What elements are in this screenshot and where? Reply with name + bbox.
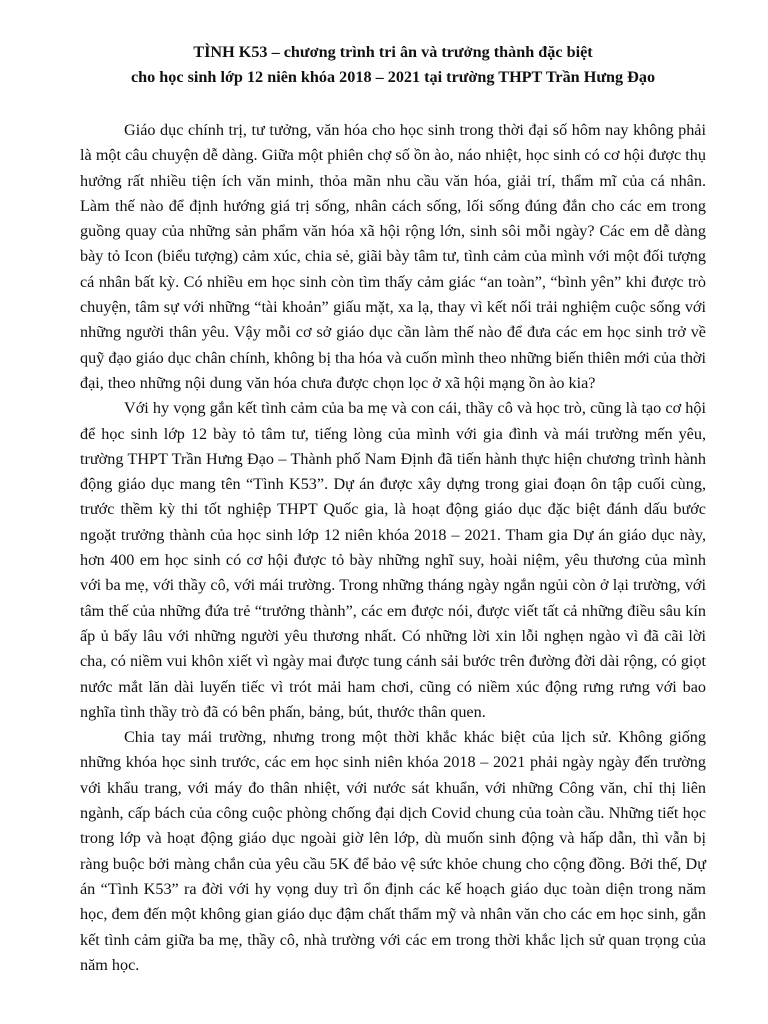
paragraph-3: Chia tay mái trường, nhưng trong một thời khắc khác biệt của lịch sử. Không giống những khóa học sinh trước, các em học sinh niên khóa 2018 – 2021 phải ngày ngày đến trường với khẩu trang, với máy đo thân nhiệt, với nước sát khuẩn, với những Công văn, chỉ thị liên ngành, cấp bách của công cuộc phòng chống đại dịch Covid chung của toàn cầu. Những tiết học trong lớp và hoạt động giáo dục ngoài giờ lên lớp, dù muốn sinh động và hấp dẫn, thì vẫn bị ràng buộc bởi màng chắn của yêu cầu 5K để bảo vệ sức khỏe chung cho cộng đồng. Bởi thế, Dự án “Tình K53” ra đời với hy vọng duy trì ổn định các kế hoạch giáo dục toàn diện trong năm học, đem đến một không gian giáo dục đậm chất thẩm mỹ và nhân văn cho các em học sinh, gắn kết tình cảm giữa ba mẹ, thầy cô, nhà trường với các em trong thời khắc lịch sử quan trọng của năm học. (80, 728, 706, 974)
document-title (80, 40, 706, 90)
paragraph-1: Giáo dục chính trị, tư tưởng, văn hóa cho học sinh trong thời đại số hôm nay không phải là một câu chuyện dễ dàng. Giữa một phiên chợ số ồn ào, náo nhiệt, học sinh có cơ hội được thụ hưởng rất nhiều tiện ích văn minh, thỏa mãn nhu cầu văn hóa, giải trí, thẩm mĩ của cá nhân. Làm thế nào để định hướng giá trị sống, nhân cách sống, lối sống đúng đắn cho các em trong guồng quay của những sản phẩm văn hóa xã hội rộng lớn, sinh sôi mỗi ngày? Các em dễ dàng bày tỏ Icon (biểu tượng) cảm xúc, chia sẻ, giãi bày tâm tư, tình cảm của mình với một đối tượng cá nhân bất kỳ. Có nhiều em học sinh còn tìm thấy cảm giác “an toàn”, “bình yên” khi được trò chuyện, tâm sự với những “tài khoản” giấu mặt, xa lạ, thay vì kết nối trải nghiệm cuộc sống với những người thân yêu. Vậy mỗi cơ sở giáo dục cần làm thế nào để đưa các em học sinh trở về quỹ đạo giáo dục chân chính, không bị tha hóa và cuốn mình theo những biến thiên mới của thời đại, theo những nội dung văn hóa chưa được chọn lọc ở xã hội mạng ồn ào kia? (80, 121, 706, 392)
title-line-2: cho học sinh lớp 12 niên khóa 2018 – 2021 tại trường THPT Trần Hưng Đạo (130, 68, 656, 86)
document-page (80, 40, 706, 978)
paragraph-2: Với hy vọng gắn kết tình cảm của ba mẹ và con cái, thầy cô và học trò, cũng là tạo cơ hội để học sinh lớp 12 bày tỏ tâm tư, tiếng lòng của mình với gia đình và mái trường mến yêu, trường THPT Trần Hưng Đạo – Thành phố Nam Định đã tiến hành thực hiện chương trình hành động giáo dục mang tên “Tình K53”. Dự án được xây dựng trong giai đoạn ôn tập cuối cùng, trước thềm kỳ thi tốt nghiệp THPT Quốc gia, là hoạt động giáo dục đặc biệt đánh dấu bước ngoặt trưởng thành của học sinh lớp 12 niên khóa 2018 – 2021. Tham gia Dự án giáo dục này, hơn 400 em học sinh có cơ hội được tỏ bày những nghĩ suy, hoài niệm, yêu thương của mình với ba mẹ, với thầy cô, với mái trường. Trong những tháng ngày ngắn ngủi còn ở lại trường, với tâm thế của những đứa trẻ “trưởng thành”, các em được nói, được viết tất cả những điều sâu kín ấp ủ bấy lâu với những người yêu thương nhất. Có những lời xin lỗi nghẹn ngào vì đã cãi lời cha, có niềm vui khôn xiết vì ngày mai được tung cánh sải bước trên đường đời dài rộng, có giọt nước mắt lăn dài luyến tiếc vì trót mải ham chơi, cũng có niềm xúc động rưng rưng với bao nghĩa tình thầy trò đã có bên phấn, bảng, bút, thước thân quen. (80, 399, 706, 721)
title-line-1: TÌNH K53 – chương trình tri ân và trưởng thành đặc biệt (193, 43, 593, 61)
document-body (80, 118, 706, 978)
